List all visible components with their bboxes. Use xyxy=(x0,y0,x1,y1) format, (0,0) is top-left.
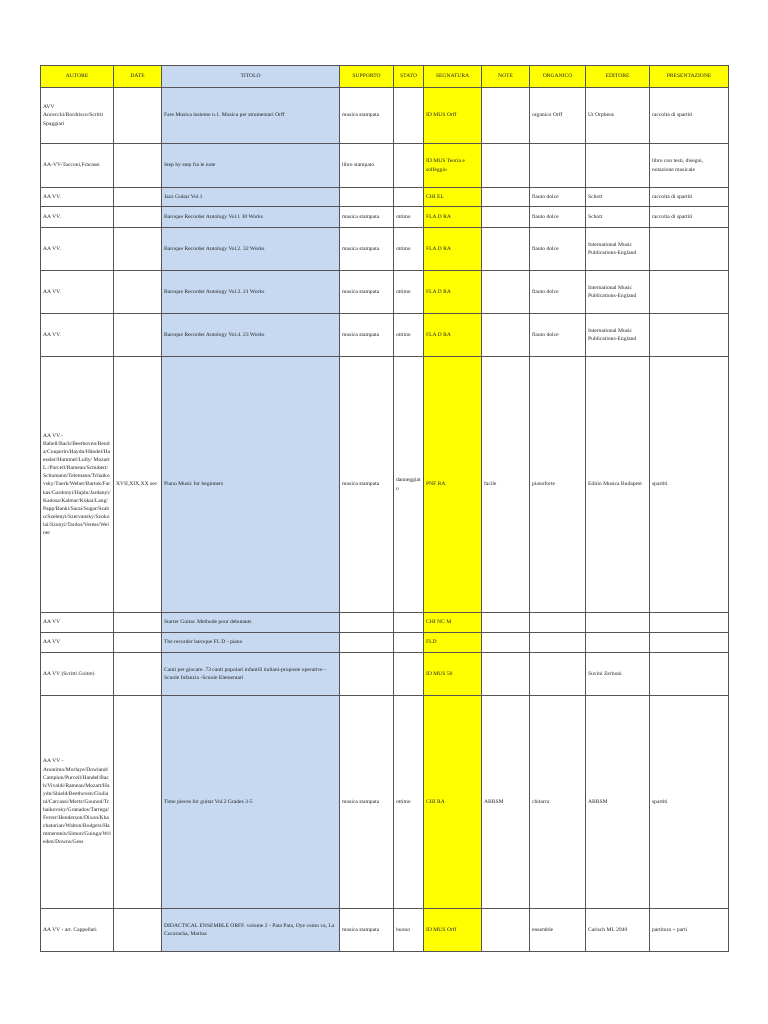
column-header-supporto: SUPPORTO xyxy=(340,66,394,88)
cell-autore: AA VV. xyxy=(41,314,114,357)
cell-date xyxy=(114,696,162,909)
cell-note: ABRSM xyxy=(482,696,530,909)
cell-note xyxy=(482,228,530,271)
cell-date xyxy=(114,613,162,633)
cell-supporto: musica stampata xyxy=(340,207,394,228)
cell-organico: organico Orff xyxy=(530,88,586,144)
cell-autore: AA VV (Scritti Goitre) xyxy=(41,653,114,696)
cell-organico: flauto dolce xyxy=(530,228,586,271)
cell-date xyxy=(114,88,162,144)
cell-titolo: DIDACTICAL ENSEMBLE ORFF. volume 2 - Pata Pata, Oye como va, La Cucaracha, Marina xyxy=(162,909,340,952)
cell-autore: AA-VV-Tacconi,Fracassi xyxy=(41,144,114,188)
cell-supporto: musica stampata xyxy=(340,696,394,909)
cell-presentazione: raccolta di spartiti xyxy=(650,207,729,228)
cell-presentazione xyxy=(650,228,729,271)
cell-date xyxy=(114,653,162,696)
cell-supporto: musica stampata xyxy=(340,909,394,952)
table-row xyxy=(41,357,729,613)
cell-date xyxy=(114,228,162,271)
column-header-titolo: TITOLO xyxy=(162,66,340,88)
cell-stato: ottimo xyxy=(394,207,424,228)
cell-editore: Suvini Zerboni xyxy=(586,653,650,696)
cell-note xyxy=(482,653,530,696)
table-row xyxy=(41,696,729,909)
table-row xyxy=(41,188,729,207)
cell-organico: pianoforte xyxy=(530,357,586,613)
cell-autore: AA VV. xyxy=(41,271,114,314)
cell-date xyxy=(114,314,162,357)
cell-date xyxy=(114,633,162,653)
cell-autore: AA VV. xyxy=(41,207,114,228)
table-body xyxy=(41,88,729,952)
cell-editore: ABRSM xyxy=(586,696,650,909)
column-header-date: DATE xyxy=(114,66,162,88)
table-row xyxy=(41,88,729,144)
table-row xyxy=(41,271,729,314)
cell-organico: flauto dolce xyxy=(530,271,586,314)
cell-stato xyxy=(394,144,424,188)
cell-presentazione: spartiti xyxy=(650,696,729,909)
cell-segnatura: ID MUS Orff xyxy=(424,909,482,952)
table-row xyxy=(41,633,729,653)
cell-organico: chitarra xyxy=(530,696,586,909)
cell-autore: AA VV xyxy=(41,633,114,653)
cell-titolo: Canti per giocare. 73 canti popolari infantili italiani-proposte operative - Scuole Infanzia -Scuole Elementari xyxy=(162,653,340,696)
cell-supporto xyxy=(340,613,394,633)
cell-stato xyxy=(394,633,424,653)
cell-segnatura: FLA D RA xyxy=(424,228,482,271)
cell-autore: AA VV.- Babell/Bach/Beethoven/Benda/Couperin/Haydn/Händel/Haessler/Hummel/Lully/ Mozart L./Purcell/Rameau/Schubert/Schumann/Telemann/Tchaikovsky/Tuerk/Weber/Bartok/Farkas/Gardonyi/Hajdu/Jardanyi/Kadosa/Kalmar/Kokai/Lang/Papp/Ranki/Sarai/Sugar/Szabo/Szelenyi/Szervansky/Szokolai/Szonyi/Tardos/Veress/Weiner xyxy=(41,357,114,613)
cell-editore: Editio Musica Budapest xyxy=(586,357,650,613)
table-row xyxy=(41,144,729,188)
cell-organico: flauto dolce xyxy=(530,314,586,357)
cell-date xyxy=(114,144,162,188)
cell-stato xyxy=(394,653,424,696)
cell-presentazione xyxy=(650,314,729,357)
cell-presentazione: libro con testi, disegni, notazione musicale xyxy=(650,144,729,188)
cell-supporto: musica stampata xyxy=(340,271,394,314)
cell-note xyxy=(482,144,530,188)
catalog-table xyxy=(40,65,729,952)
cell-supporto xyxy=(340,188,394,207)
column-header-stato: STATO xyxy=(394,66,424,88)
cell-supporto: musica stampata xyxy=(340,228,394,271)
cell-date xyxy=(114,188,162,207)
cell-presentazione: partitura + parti xyxy=(650,909,729,952)
cell-stato xyxy=(394,88,424,144)
cell-stato: ottimo xyxy=(394,228,424,271)
cell-presentazione xyxy=(650,271,729,314)
cell-date xyxy=(114,207,162,228)
cell-editore: Schott xyxy=(586,207,650,228)
cell-supporto: libro stampato xyxy=(340,144,394,188)
cell-titolo: Baroque Recorder Antology Vol.1 30 Works xyxy=(162,207,340,228)
table-row xyxy=(41,207,729,228)
cell-segnatura: PNF RA xyxy=(424,357,482,613)
cell-stato xyxy=(394,188,424,207)
column-header-presentazione: PRESENTAZIONE xyxy=(650,66,729,88)
cell-presentazione: spartiti xyxy=(650,357,729,613)
cell-autore: AA VV - arr. Cappellari xyxy=(41,909,114,952)
cell-segnatura: FLA D RA xyxy=(424,314,482,357)
cell-titolo: Baroque Recorder Antology Vol.4. 23 Works xyxy=(162,314,340,357)
cell-note xyxy=(482,909,530,952)
cell-segnatura: FLA D RA xyxy=(424,271,482,314)
cell-presentazione xyxy=(650,653,729,696)
cell-date: XVII,XIX,XX sec xyxy=(114,357,162,613)
cell-stato: buono xyxy=(394,909,424,952)
cell-note xyxy=(482,633,530,653)
table-row xyxy=(41,909,729,952)
header-row xyxy=(41,66,729,88)
cell-segnatura: CHI EL xyxy=(424,188,482,207)
cell-presentazione: raccolta di spartiti xyxy=(650,88,729,144)
cell-organico xyxy=(530,144,586,188)
cell-titolo: Fare Musica insieme n.1. Musica per strumentari Orff xyxy=(162,88,340,144)
column-header-autore: AUTORE xyxy=(41,66,114,88)
cell-titolo: Baroque Recorder Antology Vol.3. 21 Works xyxy=(162,271,340,314)
cell-editore: Schott xyxy=(586,188,650,207)
cell-segnatura: ID MUS 50 xyxy=(424,653,482,696)
cell-stato: ottimo xyxy=(394,696,424,909)
table-row xyxy=(41,314,729,357)
cell-stato: danneggiato xyxy=(394,357,424,613)
table-row xyxy=(41,228,729,271)
cell-supporto: musica stampata xyxy=(340,88,394,144)
cell-segnatura: CHI NC M xyxy=(424,613,482,633)
cell-note xyxy=(482,314,530,357)
cell-editore xyxy=(586,633,650,653)
cell-titolo: Piano Music for beginners xyxy=(162,357,340,613)
cell-organico: flauto dolce xyxy=(530,188,586,207)
cell-organico: flauto dolce xyxy=(530,207,586,228)
column-header-organico: ORGANICO xyxy=(530,66,586,88)
cell-stato: ottimo xyxy=(394,271,424,314)
cell-autore: AA VV. xyxy=(41,228,114,271)
cell-date xyxy=(114,271,162,314)
cell-segnatura: ID MUS Orff xyxy=(424,88,482,144)
cell-titolo: Jazz Guitar Vol.1 xyxy=(162,188,340,207)
cell-editore: International Music Publications-England xyxy=(586,314,650,357)
cell-note xyxy=(482,271,530,314)
cell-note xyxy=(482,207,530,228)
cell-note xyxy=(482,188,530,207)
column-header-note: NOTE xyxy=(482,66,530,88)
cell-supporto xyxy=(340,653,394,696)
cell-organico xyxy=(530,653,586,696)
cell-titolo: Starter Guitar. Methode pour debutants xyxy=(162,613,340,633)
cell-presentazione xyxy=(650,633,729,653)
cell-segnatura: ID MUS Teoria e solfeggio xyxy=(424,144,482,188)
cell-editore: Ut Orpheus xyxy=(586,88,650,144)
cell-autore: AA VV - Anonimo/Morlaye/Dowland/Campion/Purcell/Handel/Bach/Vivaldi/Rameau/Mozart/Haydn/Shield/Beethoven/Giuliani/Carcassi/Mertz/Gounod/Tchaikovsky/Granados/Tarrega/Ferrer/Henderson/Dixon/Khachaturian/Walton/Rodgers/Hammerstein/Simon/Guinga/Wrieden/Downs/Gess xyxy=(41,696,114,909)
cell-editore xyxy=(586,613,650,633)
cell-segnatura: FLA D RA xyxy=(424,207,482,228)
cell-date xyxy=(114,909,162,952)
cell-organico xyxy=(530,613,586,633)
cell-note xyxy=(482,613,530,633)
cell-titolo: The recorder baroque FL D - piano xyxy=(162,633,340,653)
cell-stato: ottimo xyxy=(394,314,424,357)
table-row xyxy=(41,613,729,633)
table-header xyxy=(41,66,729,88)
cell-titolo: Step by step fra le note xyxy=(162,144,340,188)
cell-editore: International Music Publications-England xyxy=(586,228,650,271)
cell-note xyxy=(482,88,530,144)
cell-supporto xyxy=(340,633,394,653)
cell-presentazione xyxy=(650,613,729,633)
cell-editore xyxy=(586,144,650,188)
cell-organico xyxy=(530,633,586,653)
cell-segnatura: FLD xyxy=(424,633,482,653)
table-row xyxy=(41,653,729,696)
cell-presentazione: raccolta di spartiti xyxy=(650,188,729,207)
cell-organico: ensemble xyxy=(530,909,586,952)
column-header-segnatura: SEGNATURA xyxy=(424,66,482,88)
column-header-editore: EDITORE xyxy=(586,66,650,88)
cell-supporto: musica stampata xyxy=(340,357,394,613)
cell-titolo: Time pieces for guitar Vol.2 Grades 3-5 xyxy=(162,696,340,909)
cell-editore: Carisch ML 2940 xyxy=(586,909,650,952)
cell-autore: AVV Ancecchi/Bordrisco/Scritti Spaggiari xyxy=(41,88,114,144)
cell-stato xyxy=(394,613,424,633)
cell-titolo: Baroque Recorder Antology Vol.2. 32 Works xyxy=(162,228,340,271)
cell-autore: AA VV. xyxy=(41,188,114,207)
cell-segnatura: CHI RA xyxy=(424,696,482,909)
cell-supporto: musica stampata xyxy=(340,314,394,357)
cell-editore: International Music Publications-England xyxy=(586,271,650,314)
cell-note: facile xyxy=(482,357,530,613)
cell-autore: AA VV xyxy=(41,613,114,633)
